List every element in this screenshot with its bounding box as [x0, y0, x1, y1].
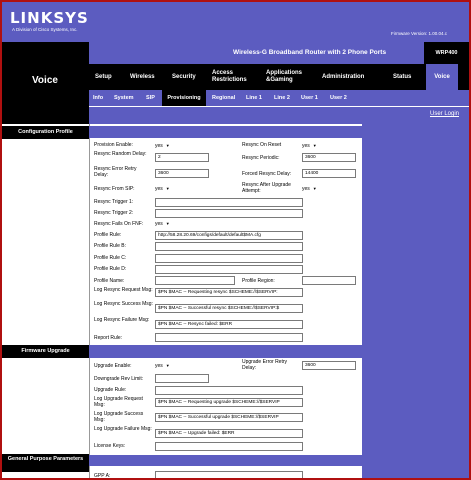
profile-rule-b-field[interactable] — [155, 242, 303, 251]
label-report-rule: Report Rule: — [94, 335, 123, 341]
label-log-upgrade-failure: Log Upgrade Failure Msg: — [94, 426, 152, 432]
label-resync-error-retry-delay: Resync Error Retry Delay: — [94, 166, 137, 179]
user-bar — [89, 106, 469, 124]
label-log-upgrade-request: Log Upgrade Request Msg: — [94, 396, 143, 409]
label-upgrade-error-retry-delay: Upgrade Error Retry Delay: — [242, 359, 288, 372]
label-profile-region: Profile Region: — [242, 278, 275, 284]
sub-tabs — [89, 90, 469, 106]
linksys-logo: LINKSYS — [10, 9, 89, 27]
tab-voice[interactable]: Voice — [426, 64, 458, 90]
license-keys-field[interactable] — [155, 442, 303, 451]
label-log-resync-success: Log Resync Success Msg: — [94, 301, 153, 307]
label-resync-trigger-1: Resync Trigger 1: — [94, 199, 134, 205]
label-resync-from-sip: Resync From SIP: — [94, 186, 135, 192]
product-bar — [89, 42, 469, 64]
label-resync-periodic: Resync Periodic: — [242, 155, 280, 161]
upgrade-error-retry-delay-field[interactable]: 3600 — [302, 361, 356, 370]
dropdown-arrow-icon: ▼ — [312, 186, 317, 191]
main-tabs — [89, 64, 469, 90]
resync-after-upgrade-value: yes — [302, 186, 310, 192]
label-profile-rule-b: Profile Rule B: — [94, 243, 126, 249]
label-provision-enable: Provision Enable: — [94, 142, 133, 148]
section-sidebar — [2, 124, 89, 480]
dropdown-arrow-icon: ▼ — [165, 143, 170, 148]
profile-rule-c-field[interactable] — [155, 254, 303, 263]
profile-region-field[interactable] — [302, 276, 356, 285]
top-banner — [2, 2, 469, 42]
upgrade-enable-value: yes — [155, 363, 163, 369]
section-header-general: General Purpose Parameters — [2, 454, 89, 472]
subtab-sip[interactable]: SIP — [146, 95, 155, 101]
tab-applications-gaming[interactable]: Applications &Gaming — [266, 70, 303, 83]
upgrade-enable-select[interactable] — [155, 361, 170, 370]
tab-status[interactable]: Status — [393, 73, 412, 80]
tab-setup[interactable]: Setup — [95, 73, 112, 80]
label-log-resync-request: Log Resync Request Msg: — [94, 287, 153, 293]
label-upgrade-enable: Upgrade Enable: — [94, 363, 132, 369]
label-resync-on-reset: Resync On Reset — [242, 142, 282, 148]
label-upgrade-rule: Upgrade Rule: — [94, 387, 127, 393]
profile-rule-d-field[interactable] — [155, 265, 303, 274]
resync-error-retry-delay-field[interactable]: 3600 — [155, 169, 209, 178]
provision-enable-value: yes — [155, 143, 163, 149]
resync-trigger-1-field[interactable] — [155, 198, 303, 207]
section-header-configuration: Configuration Profile — [2, 126, 89, 139]
label-resync-fails-on-fnf: Resync Fails On FNF: — [94, 221, 144, 227]
label-downgrade-rev-limit: Downgrade Rev Limit: — [94, 376, 144, 382]
firmware-version: Firmware Version: 1.00.04.c — [390, 31, 447, 36]
label-profile-rule: Profile Rule: — [94, 232, 122, 238]
label-resync-random-delay: Resync Random Delay: — [94, 151, 147, 157]
resync-fails-on-fnf-value: yes — [155, 221, 163, 227]
profile-rule-field[interactable]: http://58.28.20.69/configs/default/default$MA.cfg — [155, 231, 303, 240]
label-license-keys: License Keys: — [94, 443, 126, 449]
subtab-regional[interactable]: Regional — [212, 95, 236, 101]
log-resync-request-field[interactable]: $PN $MAC -- Requesting resync $SCHEME://$SERVIP: — [155, 288, 303, 297]
resync-trigger-2-field[interactable] — [155, 209, 303, 218]
provision-enable-select[interactable] — [155, 141, 170, 150]
forced-resync-delay-field[interactable]: 14400 — [302, 169, 356, 178]
resync-from-sip-select[interactable] — [155, 184, 170, 193]
right-margin — [362, 124, 469, 480]
section-bar — [89, 345, 362, 358]
log-upgrade-failure-field[interactable]: $PN $MAC -- Upgrade failed: $ERR — [155, 429, 303, 438]
resync-fails-on-fnf-select[interactable] — [155, 219, 170, 228]
profile-name-field[interactable] — [155, 276, 235, 285]
label-forced-resync-delay: Forced Resync Delay: — [242, 171, 292, 177]
section-bar — [89, 455, 362, 466]
resync-from-sip-value: yes — [155, 186, 163, 192]
label-log-upgrade-success: Log Upgrade Success Msg: — [94, 411, 144, 424]
log-upgrade-success-field[interactable]: $PN $MAC -- Successful upgrade $SCHEME://$SERVIP — [155, 413, 303, 422]
section-title-box — [2, 42, 89, 124]
resync-periodic-field[interactable]: 3600 — [302, 153, 356, 162]
dropdown-arrow-icon: ▼ — [312, 143, 317, 148]
resync-on-reset-select[interactable] — [302, 141, 317, 150]
label-resync-after-upgrade: Resync After Upgrade Attempt: — [242, 182, 291, 195]
label-resync-trigger-2: Resync Trigger 2: — [94, 210, 134, 216]
tab-wireless[interactable]: Wireless — [130, 73, 155, 80]
section-header-firmware: Firmware Upgrade — [2, 345, 89, 358]
resync-random-delay-field[interactable]: 2 — [155, 153, 209, 162]
subtab-info[interactable]: Info — [93, 95, 104, 101]
label-profile-name: Profile Name: — [94, 278, 125, 284]
subtab-system[interactable]: System — [114, 95, 134, 101]
model-name: WRP400 — [424, 42, 469, 64]
user-login-link[interactable]: User Login — [429, 111, 459, 117]
tagline: A Division of Cisco Systems, Inc. — [12, 27, 78, 32]
dropdown-arrow-icon: ▼ — [165, 363, 170, 368]
tab-security[interactable]: Security — [172, 73, 196, 80]
section-bar — [89, 126, 362, 138]
subtab-line-2[interactable]: Line 2 — [274, 95, 290, 101]
log-upgrade-request-field[interactable]: $PN $MAC -- Requesting upgrade $SCHEME://$SERVIP — [155, 398, 303, 407]
subtab-line-1[interactable]: Line 1 — [246, 95, 262, 101]
resync-after-upgrade-select[interactable] — [302, 184, 317, 193]
product-name: Wireless-G Broadband Router with 2 Phone Ports — [233, 49, 387, 56]
log-resync-success-field[interactable]: $PN $MAC -- Successful resync $SCHEME://$SERVIP:$ — [155, 304, 303, 313]
label-profile-rule-c: Profile Rule C: — [94, 255, 127, 261]
section-title: Voice — [32, 75, 58, 86]
subtab-user-2[interactable]: User 2 — [330, 95, 347, 101]
gpp-a-field[interactable] — [155, 471, 303, 480]
label-profile-rule-d: Profile Rule D: — [94, 266, 127, 272]
dropdown-arrow-icon: ▼ — [165, 221, 170, 226]
downgrade-rev-limit-field[interactable] — [155, 374, 209, 383]
tab-administration[interactable]: Administration — [322, 73, 365, 80]
subtab-provisioning[interactable]: Provisioning — [162, 90, 206, 106]
label-gpp-a: GPP A: — [94, 473, 111, 479]
tab-access-restrictions[interactable]: Access Restrictions — [212, 70, 247, 83]
report-rule-field[interactable] — [155, 333, 303, 342]
log-resync-failure-field[interactable]: $PN $MAC -- Resync failed: $ERR — [155, 320, 303, 329]
upgrade-rule-field[interactable] — [155, 386, 303, 395]
label-log-resync-failure: Log Resync Failure Msg: — [94, 317, 150, 323]
dropdown-arrow-icon: ▼ — [165, 186, 170, 191]
resync-on-reset-value: yes — [302, 143, 310, 149]
subtab-user-1[interactable]: User 1 — [301, 95, 318, 101]
